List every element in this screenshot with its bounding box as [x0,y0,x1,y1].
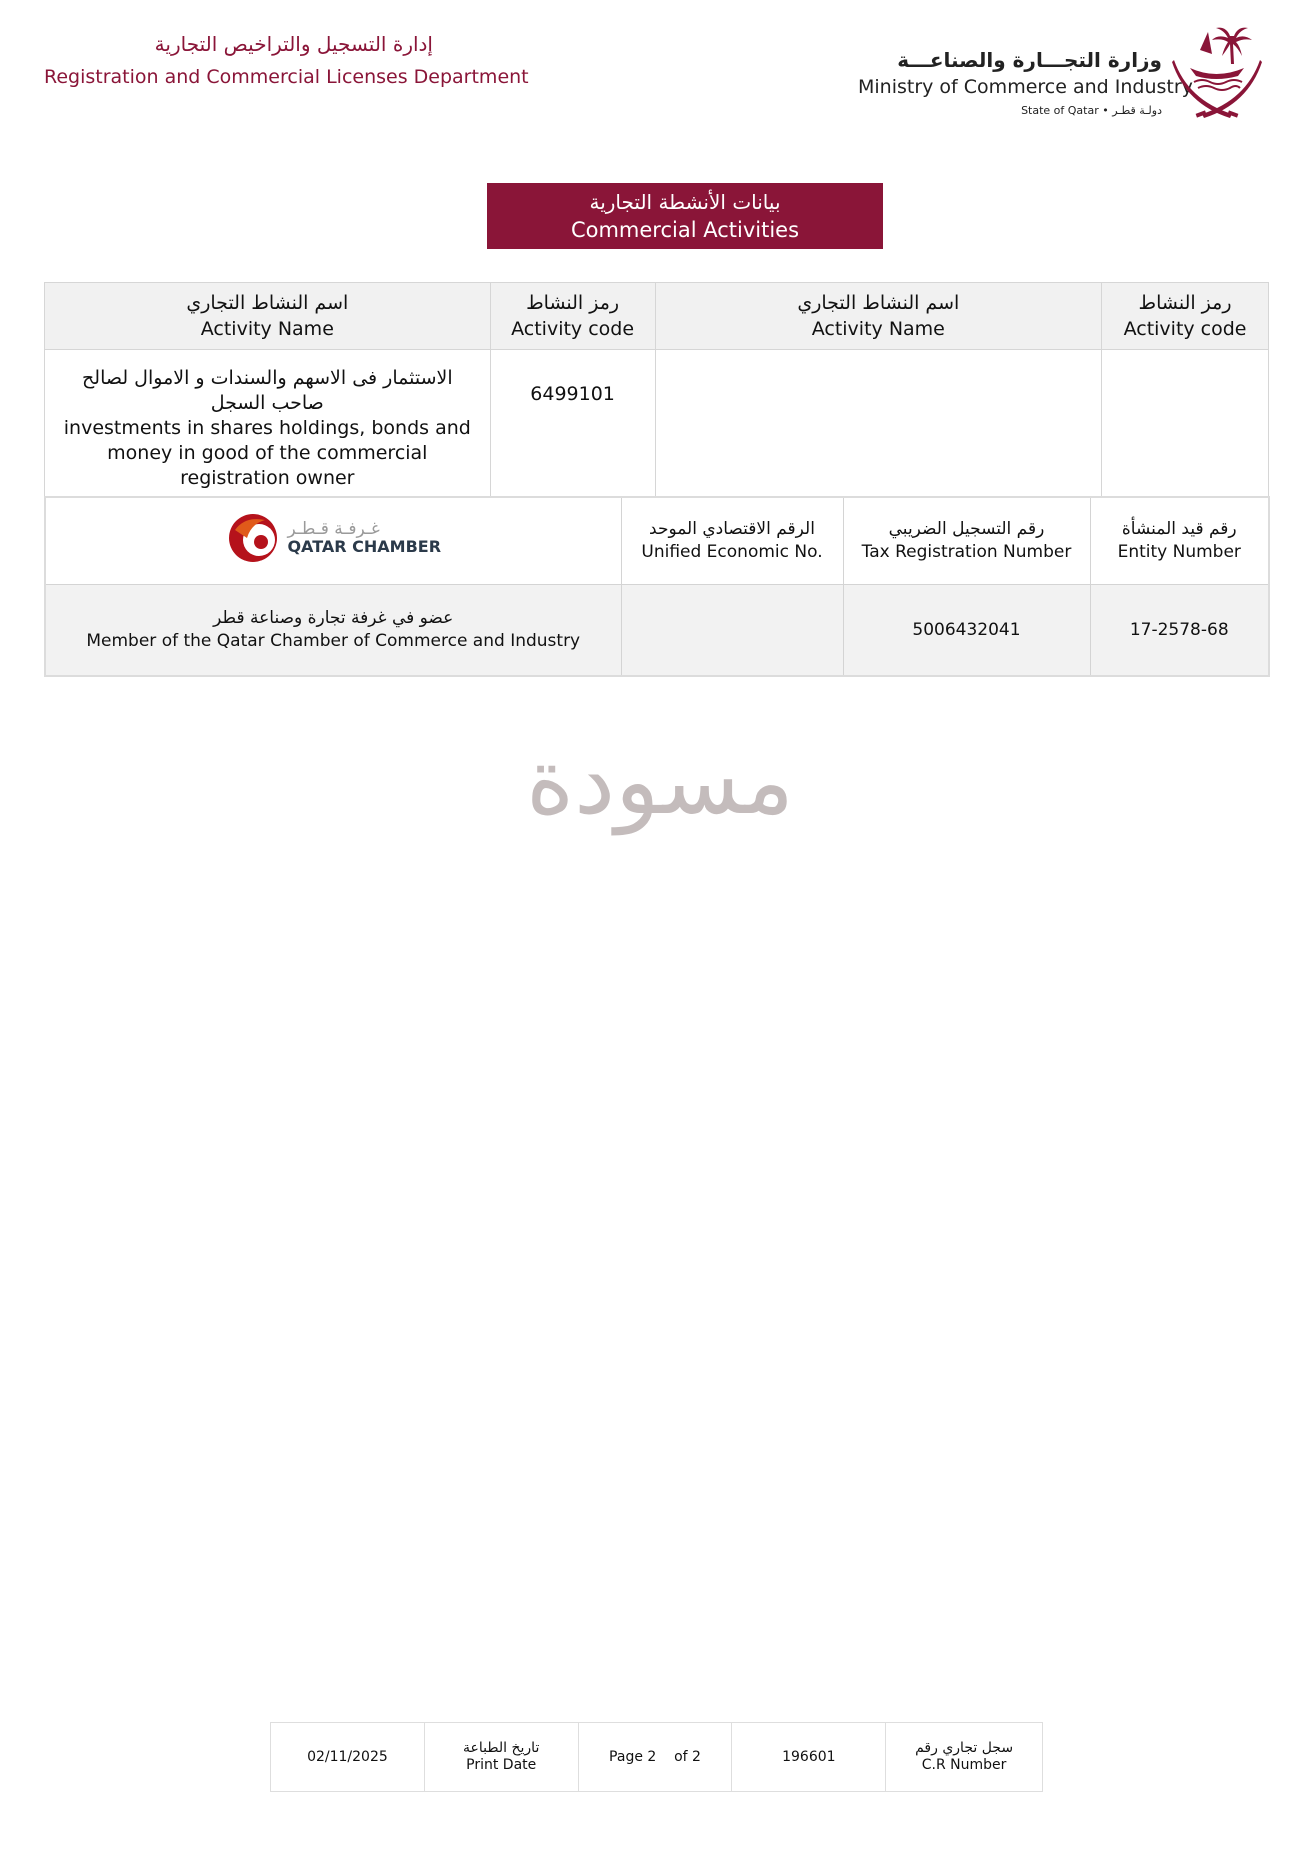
activities-header-row [45,283,1269,350]
print-date-label: تاريخ الطباعة Print Date [424,1723,578,1792]
activity-code-header-2: رمز النشاط Activity code [1102,283,1269,350]
department-title-en: Registration and Commercial Licenses Department [44,66,529,88]
footer-table [270,1722,1043,1792]
print-date-value: 02/11/2025 [271,1723,425,1792]
activity-code-cell-2 [1102,350,1269,508]
membership-cell [45,585,621,677]
cr-number-label: سجل تجاري رقم C.R Number [886,1723,1043,1792]
activity-code-value: 6499101 [530,383,615,405]
section-title-ar: بيانات الأنشطة التجارية [589,190,781,214]
activity-name-cell [45,350,491,508]
tax-registration-value: 5006432041 [843,585,1090,677]
section-title-banner [487,183,883,249]
activity-name-ar: الاستثمار فى الاسهم والسندات و الاموال لصالح صاحب السجل [82,367,453,414]
qatar-chamber-logo-en: QATAR CHAMBER [287,536,442,556]
entity-details-table [44,496,1270,677]
section-title-en: Commercial Activities [570,218,800,242]
entity-number-value: 17-2578-68 [1090,585,1269,677]
activities-table [44,282,1269,508]
activity-name-en: investments in shares holdings, bonds and money in good of the commercial registration owner [63,417,471,489]
unified-economic-no-header: الرقم الاقتصادي الموحد Unified Economic No. [621,497,843,585]
footer-row [271,1723,1043,1792]
table-row [45,350,1269,508]
qatar-chamber-logo-icon [225,510,441,566]
membership-ar: عضو في غرفة تجارة وصناعة قطر [213,608,454,628]
membership-en: Member of the Qatar Chamber of Commerce and Industry [86,631,581,651]
state-of-qatar-line: State of Qatar • دولـة قطـر [1021,104,1162,117]
ministry-name-ar: وزارة التجـــارة والصناعـــة [897,48,1162,72]
tax-registration-header: رقم التسجيل الضريبي Tax Registration Number [843,497,1090,585]
table-row [45,585,1269,677]
qatar-chamber-logo-cell [45,497,621,585]
activity-code-header: رمز النشاط Activity code [490,283,655,350]
activity-name-header-2: اسم النشاط التجاري Activity Name [655,283,1102,350]
department-title-ar: إدارة التسجيل والتراخيص التجارية [154,32,433,56]
page-number: Page 2 of 2 [578,1723,732,1792]
activity-name-header: اسم النشاط التجاري Activity Name [45,283,491,350]
qatar-emblem-icon [1168,20,1266,126]
ministry-name-en: Ministry of Commerce and Industry [858,76,1193,98]
cr-number-value: 196601 [732,1723,886,1792]
unified-economic-no-value [621,585,843,677]
activity-code-cell [490,350,655,508]
draft-watermark: مسودة [525,728,795,835]
entity-number-header: رقم قيد المنشأة Entity Number [1090,497,1269,585]
activity-name-cell-2 [655,350,1102,508]
entity-header-row [45,497,1269,585]
qatar-chamber-logo-ar: غـرفـة قـطـر [287,518,380,539]
